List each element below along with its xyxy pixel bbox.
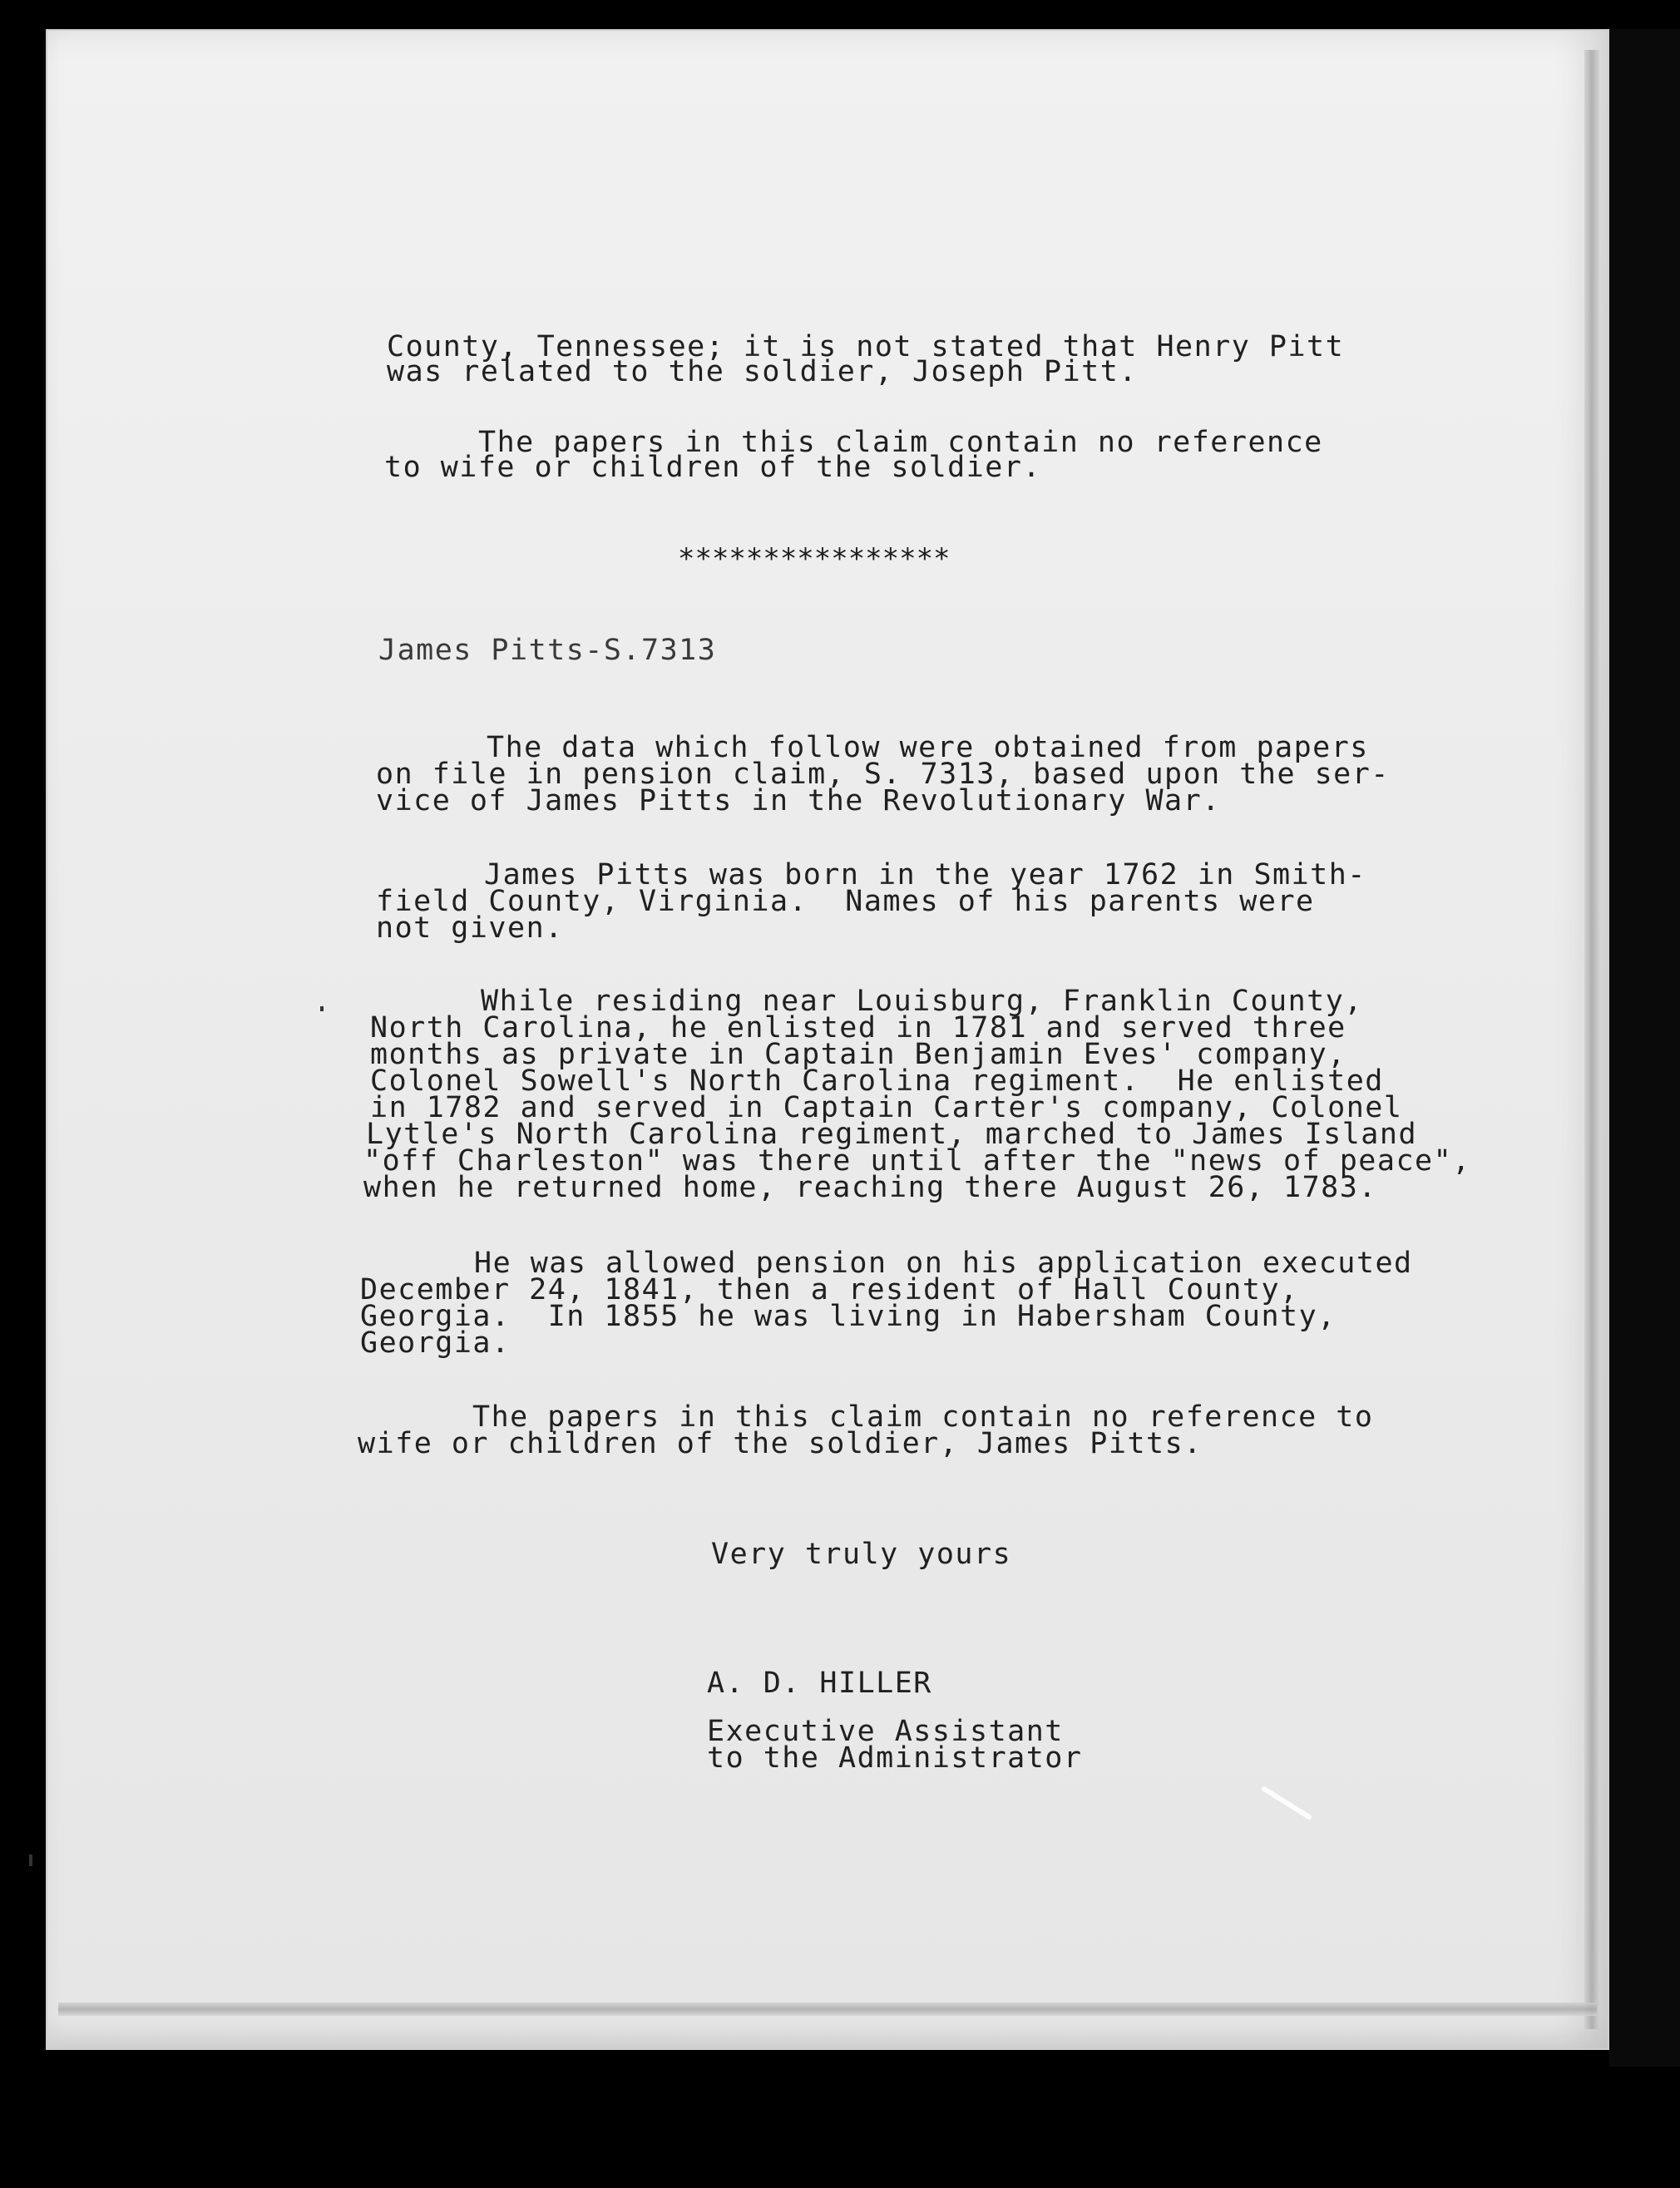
text-line: County, Tennessee; it is not stated that Henry Pitt	[387, 330, 1345, 363]
text-line: Lytle's North Carolina regiment, marched to James Island	[366, 1118, 1418, 1151]
text-line: when he returned home, reaching there August 26, 1783.	[363, 1171, 1377, 1204]
text-line: Georgia. In 1855 he was living in Habersham County,	[360, 1300, 1337, 1333]
signature-name: A. D. HILLER	[707, 1667, 932, 1700]
text-line: James Pitts was born in the year 1762 in Smith-	[484, 858, 1366, 891]
page-edge-right	[1584, 50, 1599, 2029]
scan-speck	[320, 1006, 324, 1011]
text-line: The data which follow were obtained from papers	[487, 731, 1369, 764]
text-line: Georgia.	[360, 1326, 511, 1360]
text-line: Colonel Sowell's North Carolina regiment. He enlisted	[370, 1064, 1384, 1098]
text-line: in 1782 and served in Captain Carter's company, Colonel	[370, 1091, 1403, 1124]
signature-title: Executive Assistant	[707, 1715, 1064, 1748]
text-line: December 24, 1841, then a resident of Hall County,	[360, 1273, 1299, 1306]
page-edge-bottom	[58, 2003, 1597, 2016]
text-line: The papers in this claim contain no reference to	[472, 1400, 1374, 1434]
text-line: not given.	[376, 911, 564, 945]
text-line: vice of James Pitts in the Revolutionary War.	[376, 784, 1221, 817]
text-line: The papers in this claim contain no reference	[478, 426, 1323, 459]
text-line: was related to the soldier, Joseph Pitt.	[387, 355, 1138, 388]
text-line: "off Charleston" was there until after the "news of peace",	[363, 1144, 1471, 1178]
text-line: North Carolina, he enlisted in 1781 and served three	[370, 1011, 1346, 1045]
signature-title: to the Administrator	[707, 1741, 1083, 1775]
scan-speck	[29, 1855, 32, 1866]
separator-asterisks: ****************	[678, 542, 951, 575]
text-line: to wife or children of the soldier.	[384, 451, 1042, 484]
section-heading: James Pitts-S.7313	[378, 634, 717, 667]
closing-salutation: Very truly yours	[711, 1538, 1012, 1571]
scan-border	[1609, 29, 1680, 2067]
text-line: on file in pension claim, S. 7313, based upon the ser-	[376, 758, 1390, 791]
text-line: months as private in Captain Benjamin Eves' company,	[370, 1038, 1346, 1071]
text-line: While residing near Louisburg, Franklin County,	[481, 985, 1363, 1018]
text-line: He was allowed pension on his application executed	[474, 1247, 1413, 1280]
text-line: wife or children of the soldier, James Pitts.	[358, 1427, 1203, 1460]
text-line: field County, Virginia. Names of his parents were	[376, 885, 1315, 918]
